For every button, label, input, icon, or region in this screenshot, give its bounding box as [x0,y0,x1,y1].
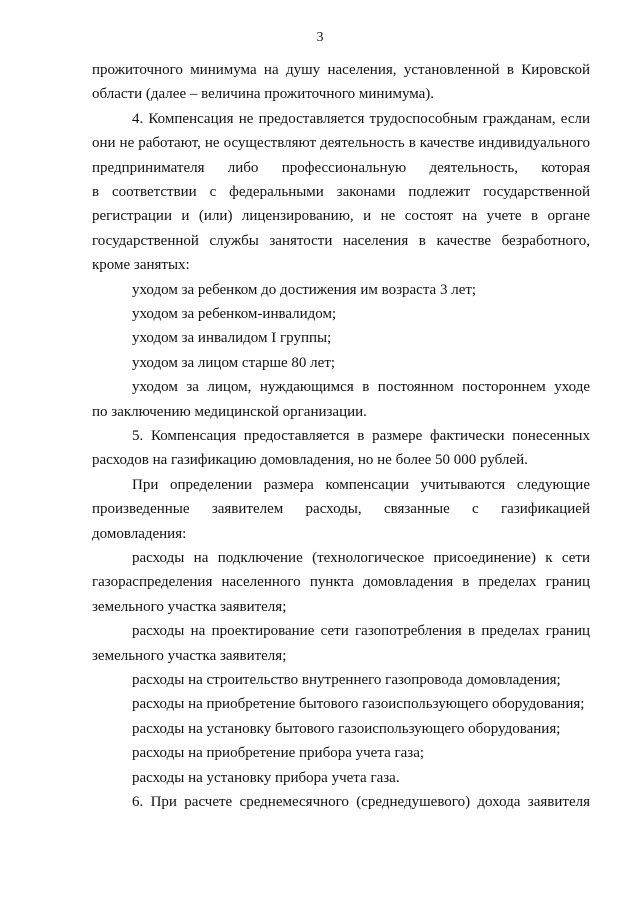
text-line: домовладения: [92,525,187,542]
text-line: государственной службы занятости населения в качестве безработного, [92,232,590,249]
text-line: регистрации и (или) лицензированию, и не состоят на учете в органе [92,208,590,225]
text-line: При определении размера компенсации учитываются следующие [132,476,590,493]
text-line: произведенные заявителем расходы, связанные с газификацией [92,501,590,518]
page-number: 3 [316,30,324,45]
text-line: земельного участка заявителя; [92,598,287,615]
text-line: расходы на приобретение прибора учета газа; [132,745,425,762]
text-line: предпринимателя либо профессиональную деятельность, которая [92,159,590,176]
text-line: земельного участка заявителя; [92,647,287,664]
text-line: расходов на газификацию домовладения, но не более 50 000 рублей. [92,452,528,469]
text-line: 5. Компенсация предоставляется в размере фактически понесенных [132,428,590,444]
text-line: уходом за лицом старше 80 лет; [132,354,336,371]
text-line: в соответствии с федеральными законами подлежит государственной [92,184,590,200]
text-line: уходом за ребенком-инвалидом; [132,306,337,322]
text-line: уходом за инвалидом I группы; [132,330,332,347]
text-line: расходы на подключение (технологическое присоединение) к сети [132,550,590,566]
text-line: уходом за ребенком до достижения им возраста 3 лет; [132,281,477,298]
text-line: кроме занятых: [92,257,190,274]
text-line: 6. При расчете среднемесячного (среднедушевого) дохода заявителя [132,794,590,810]
text-line: области (далее – величина прожиточного минимума). [92,86,435,103]
text-line: расходы на проектирование сети газопотребления в пределах границ [132,623,590,640]
text-line: газораспределения населенного пункта домовладения в пределах границ [92,574,590,591]
text-line: они не работают, не осуществляют деятельность в качестве индивидуального [92,135,590,152]
text-line: уходом за лицом, нуждающимся в постоянном постороннем уходе [132,379,590,396]
text-line: 4. Компенсация не предоставляется трудоспособным гражданам, если [132,110,590,127]
text-line: расходы на строительство внутреннего газопровода домовладения; [132,672,561,688]
text-line: расходы на приобретение бытового газоиспользующего оборудования; [132,696,585,713]
text-line: расходы на установку бытового газоиспользующего оборудования; [132,720,561,737]
text-line: прожиточного минимума на душу населения, установленной в Кировской [92,62,590,78]
text-line: по заключению медицинской организации. [92,403,367,420]
text-line: расходы на установку прибора учета газа. [132,769,400,786]
